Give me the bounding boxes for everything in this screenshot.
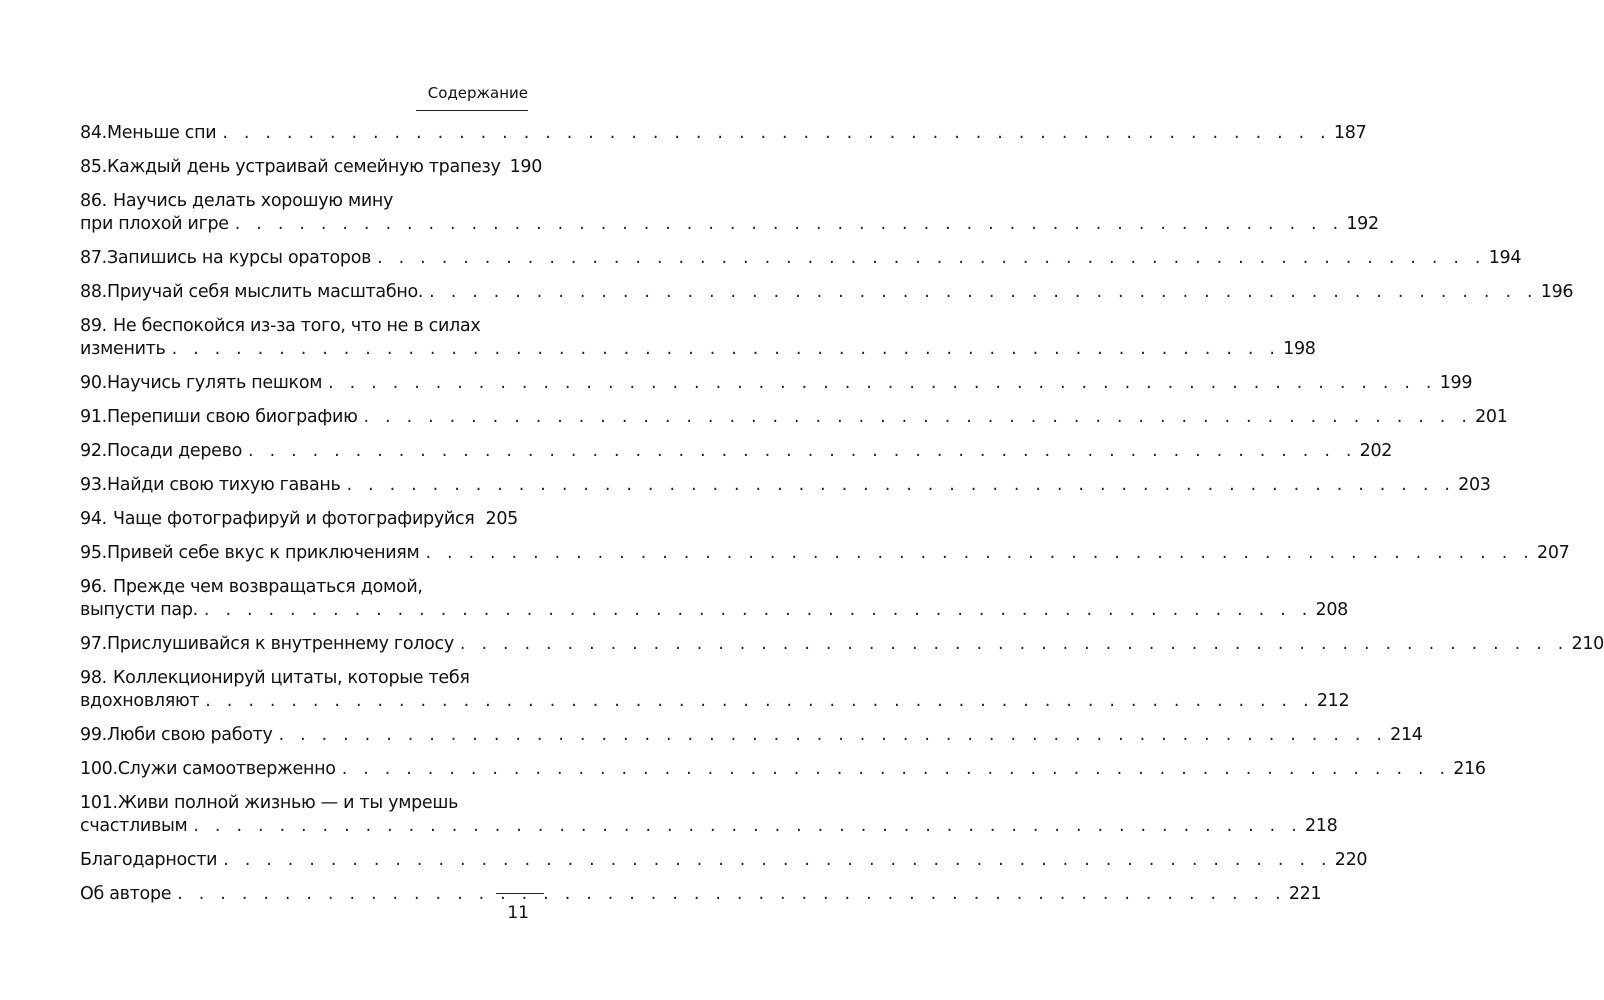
toc-entry-page: 201 xyxy=(1475,407,1508,427)
toc-entry-title: Чаще фотографируй и фотографируйся xyxy=(113,509,475,529)
toc-entry xyxy=(80,156,543,179)
toc-entry xyxy=(80,633,1604,656)
toc-entry-line xyxy=(80,156,543,179)
toc-entry-line xyxy=(80,542,1570,565)
toc-entry-line xyxy=(80,372,1473,395)
toc-entry-page: 216 xyxy=(1453,759,1486,779)
toc-entry-number: 84. xyxy=(80,123,107,143)
toc-entry-title: Научись гулять пешком xyxy=(106,373,323,393)
toc-entry xyxy=(80,883,1322,906)
footer-rule xyxy=(496,893,544,894)
toc-entry-line xyxy=(80,281,1574,304)
toc-entry-title: Меньше спи xyxy=(106,123,217,143)
toc-entry-page: 190 xyxy=(509,157,543,177)
toc-entry-number: 88. xyxy=(80,282,107,302)
dot-leader: . . . . . . . . . . . . . . . . . . . . . . . . . . . . . . . . . . . . . . . . . . . . . . . . . . . . xyxy=(328,373,1437,393)
toc-entry-number: 101. xyxy=(80,793,118,813)
toc-entry-title: при плохой игре xyxy=(80,214,229,234)
toc-entry-page: 198 xyxy=(1283,339,1316,359)
toc-entry xyxy=(80,724,1423,747)
dot-leader: . . . . . . . . . . . . . . . . . . . . . . . . . . . . . . . . . . . . . . . . . . . . . . . . . . . . xyxy=(193,816,1302,836)
toc-entry-page: 192 xyxy=(1346,214,1379,234)
toc-entry-line xyxy=(80,508,518,531)
dot-leader xyxy=(481,508,483,531)
toc-entry-page: 208 xyxy=(1315,600,1348,620)
toc-entry xyxy=(80,406,1508,429)
toc-entry-title: Перепиши свою биографию xyxy=(106,407,358,427)
dot-leader: . . . . . . . . . . . . . . . . . . . . . . . . . . . . . . . . . . . . . . . . . . . . . . . . . . . . xyxy=(425,543,1534,563)
toc-entry xyxy=(80,474,1491,497)
toc-entry xyxy=(80,372,1473,395)
toc-entry-title: Не беспокойся из-за того, что не в силах xyxy=(113,316,481,336)
toc-entry-page: 207 xyxy=(1537,543,1570,563)
dot-leader: . . . . . . . . . . . . . . . . . . . . . . . . . . . . . . . . . . . . . . . . . . . . . . . . . . . . xyxy=(203,600,1313,620)
page-number: 11 xyxy=(507,903,529,923)
dot-leader: . . . . . . . . . . . . . . . . . . . . . . . . . . . . . . . . . . . . . . . . . . . . . . . . . . . . xyxy=(222,123,1331,143)
toc-entry-number: 94. xyxy=(80,509,107,529)
toc-entry-page: 205 xyxy=(485,509,518,529)
toc-entry-page: 202 xyxy=(1359,441,1393,461)
toc-entry-page: 210 xyxy=(1571,634,1604,654)
toc-entry-line xyxy=(80,815,1338,838)
toc-entry-page: 221 xyxy=(1288,884,1322,904)
toc-entry-title: Коллекционируй цитаты, которые тебя xyxy=(113,668,470,688)
toc-entry-line xyxy=(80,474,1491,497)
toc-entry-title: Живи полной жизнью — и ты умрешь xyxy=(118,793,459,813)
toc-entry xyxy=(80,281,1574,304)
toc-entry-page: 214 xyxy=(1390,725,1423,745)
toc-entry-line xyxy=(80,406,1508,429)
dot-leader: . . . . . . . . . . . . . . . . . . . . . . . . . . . . . . . . . . . . . . . . . . . . . . . . . . . . xyxy=(234,214,1344,234)
dot-leader: . . . . . . . . . . . . . . . . . . . . . . . . . . . . . . . . . . . . . . . . . . . . . . . . . . . . xyxy=(278,725,1388,745)
toc-entry-title: выпусти пар. xyxy=(80,600,198,620)
toc-entry-title: Об авторе xyxy=(80,884,172,904)
toc-entry xyxy=(80,542,1570,565)
toc-entry-line xyxy=(80,883,1322,906)
toc-entry-title: Научись делать хорошую мину xyxy=(113,191,394,211)
toc-entry-line xyxy=(80,247,1522,270)
toc-entry-number: 97. xyxy=(80,634,107,654)
toc-entry-line xyxy=(80,190,518,213)
toc-entry-number: 89. xyxy=(80,316,107,336)
toc-entry-line xyxy=(80,213,1379,236)
toc-entry-page: 187 xyxy=(1333,123,1367,143)
dot-leader: . . . . . . . . . . . . . . . . . . . . . . . . . . . . . . . . . . . . . . . . . . . . . . . . . . . . xyxy=(223,850,1332,870)
toc-entry xyxy=(80,576,1348,622)
toc-entry-page: 199 xyxy=(1439,373,1473,393)
toc-entry xyxy=(80,190,1379,236)
toc-entry xyxy=(80,758,1486,781)
dot-leader: . . . . . . . . . . . . . . . . . . . . . . . . . . . . . . . . . . . . . . . . . . . . . . . . . . . . xyxy=(171,339,1281,359)
dot-leader: . . . . . . . . . . . . . . . . . . . . . . . . . . . . . . . . . . . . . . . . . . . . . . . . . . . . xyxy=(459,634,1569,654)
dot-leader: . . . . . . . . . . . . . . . . . . . . . . . . . . . . . . . . . . . . . . . . . . . . . . . . . . . . xyxy=(248,441,1357,461)
toc-entry xyxy=(80,122,1367,145)
toc-entry-number: 96. xyxy=(80,577,107,597)
toc-entry xyxy=(80,792,1338,838)
toc-entry-page: 218 xyxy=(1304,816,1338,836)
toc-entry-title: Найди свою тихую гавань xyxy=(106,475,341,495)
toc-entry-number: 98. xyxy=(80,668,107,688)
toc-entry xyxy=(80,849,1368,872)
toc-entry-number: 95. xyxy=(80,543,107,563)
toc-entry-title: Привей себе вкус к приключениям xyxy=(106,543,420,563)
toc-entry-number: 92. xyxy=(80,441,107,461)
toc-entry-title: Посади дерево xyxy=(106,441,243,461)
toc-entry-page: 220 xyxy=(1334,850,1368,870)
dot-leader: . . . . . . . . . . . . . . . . . . . . . . . . . . . . . . . . . . . . . . . . . . . . . . . . . . . . xyxy=(363,407,1473,427)
toc-entry-title: Благодарности xyxy=(80,850,218,870)
running-header: Содержание xyxy=(416,84,528,111)
toc-entry-line xyxy=(80,792,518,815)
toc-entry-line xyxy=(80,724,1423,747)
toc-entry-line xyxy=(80,667,518,690)
toc-entry-number: 86. xyxy=(80,191,107,211)
toc-entry-title: Прежде чем возвращаться домой, xyxy=(113,577,423,597)
toc-entry xyxy=(80,508,518,531)
toc-entry-page: 203 xyxy=(1458,475,1491,495)
toc-entry-title: Приучай себя мыслить масштабно. xyxy=(106,282,424,302)
dot-leader: . . . . . . . . . . . . . . . . . . . . . . . . . . . . . . . . . . . . . . . . . . . . . . . . . . . . xyxy=(177,884,1286,904)
toc-entry-title: изменить xyxy=(80,339,166,359)
toc-entry xyxy=(80,667,1350,713)
toc-entry-number: 93. xyxy=(80,475,107,495)
toc-entry-page: 212 xyxy=(1316,691,1350,711)
toc-entry-line xyxy=(80,315,518,338)
toc-entry-line xyxy=(80,122,1367,145)
toc-entry-line xyxy=(80,758,1486,781)
toc-entry-number: 87. xyxy=(80,248,107,268)
toc-entry-page: 196 xyxy=(1540,282,1574,302)
toc-entry-number: 85. xyxy=(80,157,107,177)
toc-entry-title: Каждый день устраивай семейную трапезу xyxy=(106,157,501,177)
toc-entry-number: 91. xyxy=(80,407,107,427)
toc-entry-title: Прислушивайся к внутреннему голосу xyxy=(106,634,454,654)
toc-entry-title: Люби свою работу xyxy=(106,725,273,745)
toc-entry-title: счастливым xyxy=(80,816,188,836)
toc-entry-number: 99. xyxy=(80,725,107,745)
toc-entry-page: 194 xyxy=(1488,248,1522,268)
toc-entry-line xyxy=(80,599,1348,622)
toc-entry-line xyxy=(80,338,1316,361)
dot-leader: . . . . . . . . . . . . . . . . . . . . . . . . . . . . . . . . . . . . . . . . . . . . . . . . . . . . xyxy=(346,475,1456,495)
dot-leader: . . . . . . . . . . . . . . . . . . . . . . . . . . . . . . . . . . . . . . . . . . . . . . . . . . . . xyxy=(205,691,1314,711)
toc-entry-line xyxy=(80,440,1393,463)
toc-entry xyxy=(80,247,1522,270)
toc-entry-line xyxy=(80,690,1350,713)
dot-leader: . . . . . . . . . . . . . . . . . . . . . . . . . . . . . . . . . . . . . . . . . . . . . . . . . . . . xyxy=(429,282,1538,302)
toc-entry-line xyxy=(80,576,518,599)
toc-entry xyxy=(80,315,1316,361)
toc-entry-title: вдохновляют xyxy=(80,691,200,711)
toc-entry-title: Запишись на курсы ораторов xyxy=(106,248,372,268)
toc-entry-number: 100. xyxy=(80,759,118,779)
dot-leader: . . . . . . . . . . . . . . . . . . . . . . . . . . . . . . . . . . . . . . . . . . . . . . . . . . . . xyxy=(377,248,1486,268)
toc-entry xyxy=(80,440,1393,463)
toc-entry-number: 90. xyxy=(80,373,107,393)
toc-entry-line xyxy=(80,633,1604,656)
toc-entry-title: Служи самоотверженно xyxy=(117,759,336,779)
dot-leader: . . . . . . . . . . . . . . . . . . . . . . . . . . . . . . . . . . . . . . . . . . . . . . . . . . . . xyxy=(341,759,1451,779)
toc-entry-line xyxy=(80,849,1368,872)
